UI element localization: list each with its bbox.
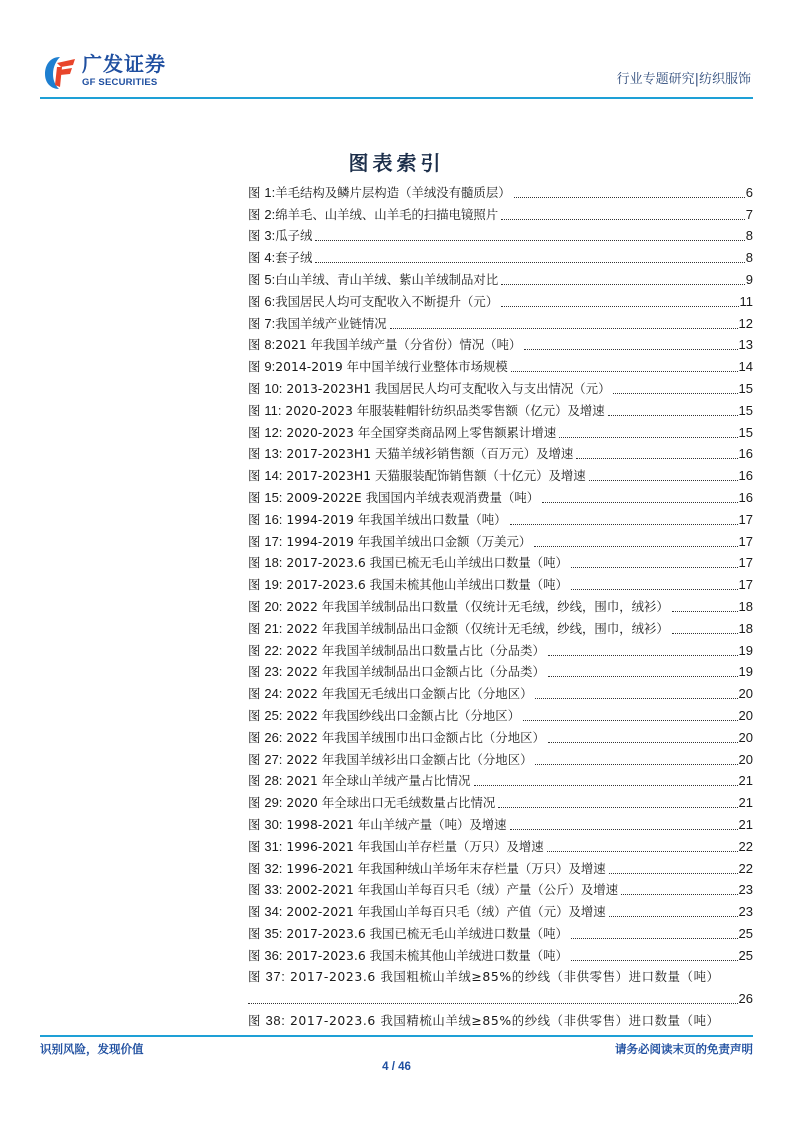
page-reference[interactable]: 18 [738,620,753,636]
dot-leader [514,197,745,198]
figure-prefix: 图 [248,838,265,854]
toc-entry-label [248,752,532,768]
toc-entry-label [248,882,618,898]
figure-number: 21: [264,620,283,636]
toc-entry[interactable] [248,244,753,266]
figure-prefix: 图 [248,293,265,309]
toc-entry-label [248,250,312,266]
toc-entry-label [248,207,498,223]
toc-entry[interactable] [248,942,753,964]
figure-prefix: 图 [248,707,265,723]
toc-entry-label [248,686,532,702]
figure-prefix: 图 [248,446,265,462]
figure-title: 1994-2019 年我国羊绒出口金额（万美元） [282,533,532,549]
page-reference[interactable]: 8 [745,250,753,266]
figure-number: 4: [264,250,276,266]
figure-title: 1998-2021 年山羊绒产量（吨）及增速 [282,816,507,832]
figure-number: 5: [264,271,276,287]
figure-number: 3: [264,228,276,244]
figure-number: 10: [264,380,283,396]
figure-title: 2002-2021 年我国山羊每百只毛（绒）产值（元）及增速 [282,904,606,920]
figure-prefix: 图 [248,424,265,440]
dot-leader [576,458,737,459]
figure-number: 35: [264,925,283,941]
page-reference[interactable]: 19 [738,664,753,680]
page-reference[interactable]: 23 [738,904,753,920]
figure-number: 25: [264,707,283,723]
toc-entry-label [248,555,568,571]
figure-title: 2020-2023 年全国穿类商品网上零售额累计增速 [282,424,557,440]
dot-leader [609,916,738,917]
toc-entry[interactable] [248,724,753,746]
toc-entry-label [248,817,507,833]
toc-entry[interactable] [248,528,753,550]
figure-title: 2021 年全球山羊绒产量占比情况 [282,773,471,789]
dot-leader [672,611,738,612]
page-reference[interactable]: 22 [738,860,753,876]
dot-leader [511,371,738,372]
figure-prefix: 图 [248,489,265,505]
figure-number: 7: [264,315,276,331]
toc-entry-label [248,272,498,288]
toc-entry[interactable] [248,506,753,528]
figure-title: 羊毛结构及鳞片层构造（羊绒没有髓质层） [275,184,511,200]
page-reference[interactable]: 15 [738,402,753,418]
figure-title: 2022 年我国羊绒制品出口金额占比（分品类） [282,664,545,680]
figure-title: 我国羊绒产业链情况 [275,315,387,331]
page-reference[interactable]: 22 [738,838,753,854]
page-reference[interactable]: 23 [738,882,753,898]
figure-title: 1996-2021 年我国种绒山羊场年末存栏量（万只）及增速 [282,860,606,876]
figure-title: 2017-2023H1 天猫羊绒衫销售额（百万元）及增速 [282,446,574,462]
toc-entry-label [248,664,545,680]
toc-entry[interactable] [248,833,753,855]
gf-logo-icon [43,55,77,91]
header-divider [40,97,753,99]
page-reference[interactable]: 9 [745,271,753,287]
figure-prefix: 图 [248,969,266,985]
logo-text-cn: 广发证券 [82,52,166,76]
dot-leader [613,393,737,394]
toc-entry[interactable] [248,637,753,659]
toc-entry[interactable] [248,898,753,920]
figure-index-list [248,179,753,1029]
footer-slogan: 识别风险，发现价值 [40,1042,144,1056]
footer-disclaimer: 请务必阅读末页的免责声明 [615,1042,753,1056]
toc-entry-label [248,294,498,310]
figure-prefix: 图 [248,904,265,920]
toc-entry-label [248,185,511,201]
figure-title: 2022 年我国羊绒衫出口金额占比（分地区） [282,751,533,767]
figure-title: 1996-2021 年我国山羊存栏量（万只）及增速 [282,838,544,854]
figure-number: 12: [264,424,283,440]
figure-number: 24: [264,686,283,702]
figure-prefix: 图 [248,751,265,767]
page-reference[interactable]: 21 [738,795,753,811]
figure-number: 28: [264,773,283,789]
figure-number: 2: [264,206,276,222]
toc-entry[interactable] [248,593,753,615]
figure-number: 9: [264,359,276,375]
figure-prefix: 图 [248,620,265,636]
figure-prefix: 图 [248,773,265,789]
figure-number: 32: [264,860,283,876]
toc-entry[interactable] [248,855,753,877]
figure-prefix: 图 [248,271,265,287]
figure-prefix: 图 [248,925,265,941]
toc-entry[interactable] [248,375,753,397]
dot-leader [510,829,738,830]
toc-entry[interactable] [248,353,753,375]
figure-prefix: 图 [248,206,265,222]
figure-title: 2017-2023.6 我国已梳无毛山羊绒进口数量（吨） [282,925,568,941]
dot-leader [672,633,738,634]
figure-title: 2020-2023 年服装鞋帽针纺织品类零售额（亿元）及增速 [281,402,605,418]
toc-entry[interactable] [248,964,753,986]
page-reference[interactable]: 17 [738,511,753,527]
toc-entry[interactable] [248,920,753,942]
dot-leader [498,807,737,808]
figure-number: 11: [264,402,282,418]
figure-title: 2020 年全球出口无毛绒数量占比情况 [282,795,496,811]
toc-entry-label [248,861,606,877]
toc-entry-label [248,708,520,724]
toc-entry-label [248,512,507,528]
dot-leader [571,567,738,568]
figure-number: 6: [264,293,276,309]
page-reference[interactable]: 7 [745,206,753,222]
figure-title: 2022 年我国无毛绒出口金额占比（分地区） [282,686,533,702]
figure-prefix: 图 [248,468,265,484]
footer-divider [40,1035,753,1037]
figure-number: 19: [264,577,283,593]
figure-title: 2022 年我国羊绒围巾出口金额占比（分地区） [282,729,545,745]
figure-number: 37: [265,969,286,985]
page-reference[interactable]: 6 [745,184,753,200]
figure-number: 36: [264,947,283,963]
toc-entry[interactable] [248,811,753,833]
dot-leader [474,785,738,786]
toc-entry-label [248,425,556,441]
toc-entry[interactable] [248,223,753,245]
toc-entry-label [248,948,568,964]
figure-title: 我国居民人均可支配收入不断提升（元） [275,293,499,309]
figure-prefix: 图 [248,729,265,745]
toc-entry[interactable] [248,266,753,288]
figure-number: 20: [264,598,283,614]
figure-number: 13: [264,446,283,462]
toc-entry[interactable] [248,288,753,310]
figure-number: 14: [264,468,283,484]
page-reference[interactable]: 15 [738,380,753,396]
page-reference[interactable]: 15 [738,424,753,440]
figure-number: 16: [264,511,283,527]
dot-leader [548,676,738,677]
figure-title: 2014-2019 年中国羊绒行业整体市场规模 [275,359,508,375]
figure-prefix: 图 [248,380,265,396]
page-reference[interactable]: 16 [738,446,753,462]
toc-entry-label [248,904,606,920]
page-reference[interactable]: 13 [738,337,753,353]
figure-title: 2013-2023H1 我国居民人均可支配收入与支出情况（元） [282,380,611,396]
toc-entry-label [248,773,471,789]
figure-number: 1: [264,184,276,200]
figure-number: 34: [264,904,283,920]
page-reference[interactable]: 20 [738,729,753,745]
dot-leader [571,589,738,590]
dot-leader [589,480,738,481]
figure-number: 18: [264,555,283,571]
page-reference[interactable]: 16 [738,468,753,484]
dot-leader [390,328,738,329]
figure-prefix: 图 [248,315,265,331]
dot-leader [535,764,737,765]
toc-entry-label [248,403,605,419]
report-category: 行业专题研究|纺织服饰 [616,72,751,87]
dot-leader [609,873,738,874]
toc-entry[interactable] [248,680,753,702]
toc-entry-label [248,446,573,462]
figure-prefix: 图 [248,337,265,353]
figure-prefix: 图 [248,686,265,702]
page-reference[interactable]: 11 [739,293,753,309]
page-reference[interactable]: 8 [745,228,753,244]
toc-entry-continuation[interactable] [248,985,753,1007]
figure-prefix: 图 [248,816,265,832]
figure-title: 绵羊毛、山羊绒、山羊毛的扫描电镜照片 [275,206,499,222]
figure-prefix: 图 [248,402,265,418]
figure-title: 2017-2023.6 我国未梳其他山羊绒进口数量（吨） [282,947,568,963]
toc-entry[interactable] [248,550,753,572]
figure-prefix: 图 [248,1013,266,1029]
figure-number: 29: [264,795,283,811]
figure-title: 2017-2023.6 我国已梳无毛山羊绒出口数量（吨） [282,555,568,571]
figure-prefix: 图 [248,228,265,244]
figure-title: 套子绒 [275,250,313,266]
dot-leader [535,698,737,699]
dot-leader [548,742,738,743]
toc-entry[interactable] [248,201,753,223]
dot-leader [571,938,738,939]
toc-entry-label [248,969,720,985]
toc-entry[interactable] [248,615,753,637]
figure-number: 8: [264,337,276,353]
gf-securities-logo [40,53,180,93]
page-reference[interactable]: 26 [738,991,753,1007]
page-number: 4 / 46 [382,1061,411,1073]
figure-prefix: 图 [248,555,265,571]
toc-entry[interactable] [248,310,753,332]
toc-entry[interactable] [248,441,753,463]
toc-entry[interactable] [248,571,753,593]
figure-prefix: 图 [248,598,265,614]
figure-title: 2022 年我国纱线出口金额占比（分地区） [282,707,521,723]
toc-entry[interactable] [248,419,753,441]
dot-leader [315,262,744,263]
figure-title: 2017-2023.6 我国精梳山羊绒≥85%的纱线（非供零售）进口数量（吨） [285,1013,720,1029]
toc-entry[interactable] [248,877,753,899]
page-reference[interactable]: 17 [738,577,753,593]
page-title: 图表索引 [348,151,445,175]
dot-leader [315,240,744,241]
toc-entry-label [248,490,539,506]
figure-number: 33: [264,882,283,898]
figure-title: 2022 年我国羊绒制品出口数量（仅统计无毛绒，纱线，围巾，绒衫） [282,598,669,614]
figure-number: 23: [264,664,283,680]
toc-entry-label [248,228,312,244]
figure-title: 2021 年我国羊绒产量（分省份）情况（吨） [275,337,522,353]
toc-entry-label [248,468,586,484]
dot-leader [501,219,745,220]
figure-prefix: 图 [248,577,265,593]
toc-entry-label [248,599,669,615]
figure-title: 瓜子绒 [275,228,313,244]
figure-prefix: 图 [248,664,265,680]
dot-leader [510,524,738,525]
toc-entry-label [248,839,544,855]
dot-leader [248,1003,738,1004]
toc-entry-label [248,795,495,811]
figure-title: 2009-2022E 我国国内羊绒表观消费量（吨） [282,489,540,505]
figure-prefix: 图 [248,359,265,375]
toc-entry-label [248,381,610,397]
dot-leader [501,306,738,307]
toc-entry-label [248,730,545,746]
toc-entry[interactable] [248,484,753,506]
figure-prefix: 图 [248,533,265,549]
figure-number: 17: [264,533,283,549]
page-reference[interactable]: 14 [738,359,753,375]
page-reference[interactable]: 17 [738,555,753,571]
figure-title: 2017-2023H1 天猫服装配饰销售额（十亿元）及增速 [282,468,586,484]
figure-prefix: 图 [248,250,265,266]
page-reference[interactable]: 12 [738,315,753,331]
figure-title: 2022 年我国羊绒制品出口金额（仅统计无毛绒，纱线，围巾，绒衫） [282,620,669,636]
toc-entry-label [248,577,568,593]
dot-leader [542,502,737,503]
toc-entry-label [248,316,387,332]
toc-entry[interactable] [248,179,753,201]
page-reference[interactable]: 21 [738,816,753,832]
toc-entry[interactable] [248,1007,753,1029]
dot-leader [608,415,738,416]
figure-number: 27: [264,751,283,767]
figure-prefix: 图 [248,184,265,200]
figure-prefix: 图 [248,511,265,527]
figure-prefix: 图 [248,947,265,963]
figure-prefix: 图 [248,882,265,898]
toc-entry[interactable] [248,397,753,419]
logo-text-en: GF SECURITIES [82,77,158,88]
dot-leader [523,720,737,721]
figure-number: 30: [264,816,283,832]
page-reference[interactable]: 19 [738,642,753,658]
figure-number: 22: [264,642,283,658]
figure-number: 38: [265,1013,286,1029]
figure-prefix: 图 [248,795,265,811]
toc-entry-label [248,926,568,942]
dot-leader [534,546,737,547]
page-reference[interactable]: 17 [738,533,753,549]
toc-entry[interactable] [248,789,753,811]
figure-title: 2002-2021 年我国山羊每百只毛（绒）产量（公斤）及增速 [282,882,619,898]
figure-prefix: 图 [248,642,265,658]
toc-entry-label [248,621,669,637]
figure-title: 2017-2023.6 我国粗梳山羊绒≥85%的纱线（非供零售）进口数量（吨） [285,969,720,985]
toc-entry-label [248,534,531,550]
toc-entry[interactable] [248,702,753,724]
dot-leader [548,655,738,656]
page-reference[interactable]: 25 [738,947,753,963]
page-reference[interactable]: 20 [738,751,753,767]
dot-leader [571,960,738,961]
page-reference[interactable]: 25 [738,925,753,941]
dot-leader [547,851,738,852]
toc-entry-label [248,359,508,375]
page-reference[interactable]: 21 [738,773,753,789]
toc-entry[interactable] [248,659,753,681]
page-reference[interactable]: 20 [738,707,753,723]
figure-number: 15: [264,489,283,505]
toc-entry[interactable] [248,746,753,768]
toc-entry[interactable] [248,768,753,790]
figure-title: 白山羊绒、青山羊绒、紫山羊绒制品对比 [275,271,499,287]
figure-title: 2017-2023.6 我国未梳其他山羊绒出口数量（吨） [282,577,568,593]
figure-title: 2022 年我国羊绒制品出口数量占比（分品类） [282,642,545,658]
page-reference[interactable]: 16 [738,489,753,505]
figure-title: 1994-2019 年我国羊绒出口数量（吨） [282,511,507,527]
dot-leader [621,894,737,895]
toc-entry[interactable] [248,332,753,354]
figure-number: 31: [264,838,283,854]
dot-leader [501,284,745,285]
toc-entry-label [248,1013,720,1029]
page-reference[interactable]: 20 [738,686,753,702]
toc-entry-label [248,337,521,353]
toc-entry[interactable] [248,462,753,484]
page-reference[interactable]: 18 [738,598,753,614]
dot-leader [524,349,737,350]
figure-prefix: 图 [248,860,265,876]
dot-leader [559,437,737,438]
figure-number: 26: [264,729,283,745]
page-header [40,50,753,96]
toc-entry-label [248,643,545,659]
